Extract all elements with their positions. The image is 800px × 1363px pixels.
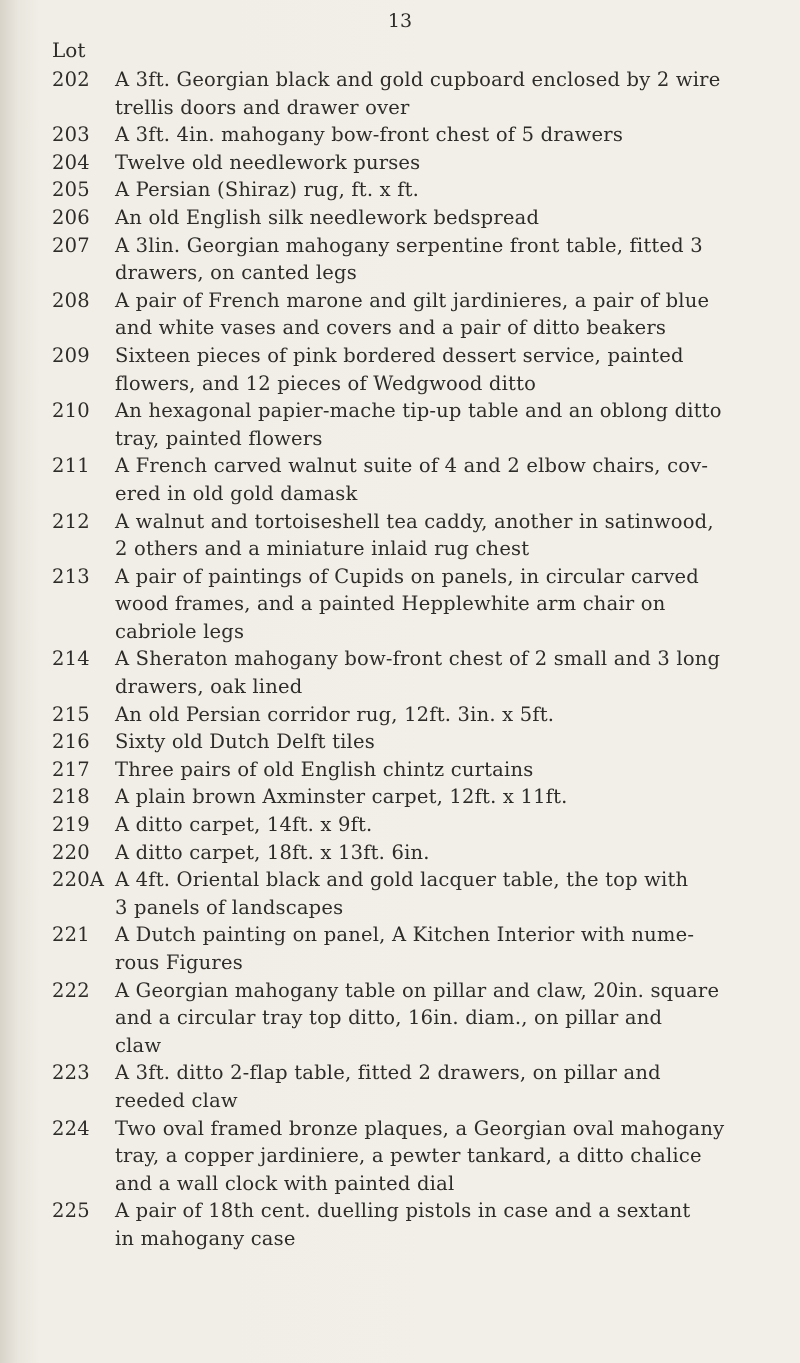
lot-number: 224 — [52, 1116, 90, 1140]
lot-description — [115, 121, 787, 149]
lot-entry — [52, 176, 787, 204]
lot-description-line: cabriole legs — [115, 619, 245, 643]
lot-description-line: drawers, oak lined — [115, 675, 303, 699]
lot-description-line: A walnut and tortoiseshell tea caddy, another in satinwood, — [115, 509, 714, 533]
lot-description — [115, 1059, 787, 1114]
lot-description-line: A Persian (Shiraz) rug, ft. x ft. — [115, 178, 420, 202]
lot-description — [115, 728, 787, 756]
lot-entry — [52, 149, 787, 177]
lot-description — [115, 783, 787, 811]
lot-description-line: tray, a copper jardiniere, a pewter tankard, a ditto chalice — [115, 1144, 702, 1168]
lot-entry — [52, 701, 787, 729]
lot-description-line: and a circular tray top ditto, 16in. diam., on pillar and — [115, 1006, 663, 1030]
lot-description — [115, 342, 787, 397]
lot-description-line: Two oval framed bronze plaques, a Georgian oval mahogany — [115, 1116, 725, 1140]
lot-description-line: A 3lin. Georgian mahogany serpentine front table, fitted 3 — [115, 233, 703, 257]
lot-description — [115, 563, 787, 646]
lot-number: 213 — [52, 564, 90, 588]
lot-description-line: An old Persian corridor rug, 12ft. 3in. x 5ft. — [115, 702, 555, 726]
lot-number: 214 — [52, 647, 90, 671]
lot-entry — [52, 921, 787, 976]
lot-number: 221 — [52, 923, 90, 947]
lot-description-line: wood frames, and a painted Hepplewhite arm chair on — [115, 592, 666, 616]
lot-number: 209 — [52, 343, 90, 367]
lot-description-line: 3 panels of landscapes — [115, 895, 344, 919]
lot-description-line: and a wall clock with painted dial — [115, 1171, 455, 1195]
lot-number: 218 — [52, 785, 90, 809]
lot-description-line: A 3ft. ditto 2-flap table, fitted 2 drawers, on pillar and — [115, 1061, 661, 1085]
lot-description-line: tray, painted flowers — [115, 426, 323, 450]
lot-number: 223 — [52, 1061, 90, 1085]
lot-entry — [52, 342, 787, 397]
lot-entry — [52, 783, 787, 811]
lot-description-line: An old English silk needlework bedspread — [115, 205, 540, 229]
lot-entry — [52, 1115, 787, 1198]
lot-description-line: A Georgian mahogany table on pillar and claw, 20in. square — [115, 978, 720, 1002]
lot-entry — [52, 866, 787, 921]
lot-description-line: drawers, on canted legs — [115, 261, 357, 285]
page-number: 13 — [387, 10, 413, 32]
lot-entry — [52, 839, 787, 867]
lot-entry — [52, 287, 787, 342]
lot-description-line: trellis doors and drawer over — [115, 95, 410, 119]
lot-number: 212 — [52, 509, 90, 533]
lot-number: 220A — [52, 868, 105, 892]
lot-description-line: flowers, and 12 pieces of Wedgwood ditto — [115, 371, 537, 395]
lot-description — [115, 232, 787, 287]
lot-description-line: Sixty old Dutch Delft tiles — [115, 730, 375, 754]
lot-number: 210 — [52, 399, 90, 423]
lot-description — [115, 977, 787, 1060]
lot-description-line: A ditto carpet, 14ft. x 9ft. — [115, 813, 373, 837]
lot-number: 205 — [52, 178, 90, 202]
lot-entry — [52, 645, 787, 700]
lot-description — [115, 452, 787, 507]
lot-entry — [52, 397, 787, 452]
lot-description-line: An hexagonal papier-mache tip-up table and an oblong ditto — [115, 399, 722, 423]
lot-list — [52, 66, 787, 1253]
lot-description — [115, 176, 787, 204]
lot-number: 204 — [52, 150, 90, 174]
lot-description-line: reeded claw — [115, 1088, 238, 1112]
lot-description — [115, 508, 787, 563]
lot-description-line: A ditto carpet, 18ft. x 13ft. 6in. — [115, 840, 430, 864]
lot-description-line: A pair of paintings of Cupids on panels, in circular carved — [115, 564, 699, 588]
lot-description — [115, 839, 787, 867]
lot-number: 208 — [52, 288, 90, 312]
lot-description-line: and white vases and covers and a pair of ditto beakers — [115, 316, 667, 340]
lot-description-line: rous Figures — [115, 951, 243, 974]
lot-description-line: A French carved walnut suite of 4 and 2 elbow chairs, cov- — [115, 454, 709, 478]
lot-number: 220 — [52, 840, 90, 864]
lot-description-line: Sixteen pieces of pink bordered dessert service, painted — [115, 343, 684, 367]
lot-description-line: A 3ft. 4in. mahogany bow-front chest of 5 drawers — [115, 123, 624, 147]
lot-number: 216 — [52, 730, 90, 754]
lot-entry — [52, 121, 787, 149]
lot-entry — [52, 1197, 787, 1252]
lot-entry — [52, 728, 787, 756]
lot-description-line: A 4ft. Oriental black and gold lacquer table, the top with — [115, 868, 689, 892]
lot-number: 217 — [52, 757, 90, 781]
lot-description — [115, 1197, 787, 1252]
lot-number: 203 — [52, 123, 90, 147]
lot-description — [115, 397, 787, 452]
lot-number: 215 — [52, 702, 90, 726]
lot-entry — [52, 977, 787, 1060]
lot-entry — [52, 232, 787, 287]
lot-description — [115, 149, 787, 177]
lot-entry — [52, 204, 787, 232]
lot-number: 207 — [52, 233, 90, 257]
lot-number: 206 — [52, 205, 90, 229]
lot-description-line: A pair of 18th cent. duelling pistols in case and a sextant — [115, 1199, 691, 1223]
lot-description-line: ered in old gold damask — [115, 481, 358, 505]
lot-number: 211 — [52, 454, 90, 478]
lot-description-line: A plain brown Axminster carpet, 12ft. x 11ft. — [115, 785, 568, 809]
lot-number: 219 — [52, 813, 90, 837]
lot-number: 225 — [52, 1199, 90, 1223]
lot-column-header: Lot — [52, 38, 86, 62]
lot-entry — [52, 756, 787, 784]
lot-description-line: A 3ft. Georgian black and gold cupboard enclosed by 2 wire — [115, 68, 721, 91]
lot-description — [115, 921, 787, 976]
lot-description-line: Twelve old needlework purses — [115, 150, 421, 174]
lot-description-line: 2 others and a miniature inlaid rug chest — [115, 537, 530, 561]
lot-description — [115, 811, 787, 839]
lot-description — [115, 204, 787, 232]
lot-description — [115, 866, 787, 921]
lot-entry — [52, 452, 787, 507]
lot-description — [115, 701, 787, 729]
lot-entry — [52, 66, 787, 121]
lot-entry — [52, 1059, 787, 1114]
lot-description — [115, 756, 787, 784]
lot-description — [115, 645, 787, 700]
lot-description-line: A Sheraton mahogany bow-front chest of 2 small and 3 long — [115, 647, 721, 671]
lot-description — [115, 66, 787, 121]
lot-entry — [52, 508, 787, 563]
lot-description-line: A pair of French marone and gilt jardinieres, a pair of blue — [115, 288, 710, 312]
lot-description — [115, 287, 787, 342]
lot-description-line: claw — [115, 1033, 162, 1057]
lot-description-line: in mahogany case — [115, 1226, 296, 1250]
lot-number: 222 — [52, 978, 90, 1002]
lot-description-line: Three pairs of old English chintz curtains — [115, 757, 534, 781]
lot-description — [115, 1115, 787, 1198]
lot-description-line: A Dutch painting on panel, A Kitchen Interior with nume- — [115, 923, 695, 947]
lot-number: 202 — [52, 68, 90, 91]
lot-entry — [52, 811, 787, 839]
lot-entry — [52, 563, 787, 646]
